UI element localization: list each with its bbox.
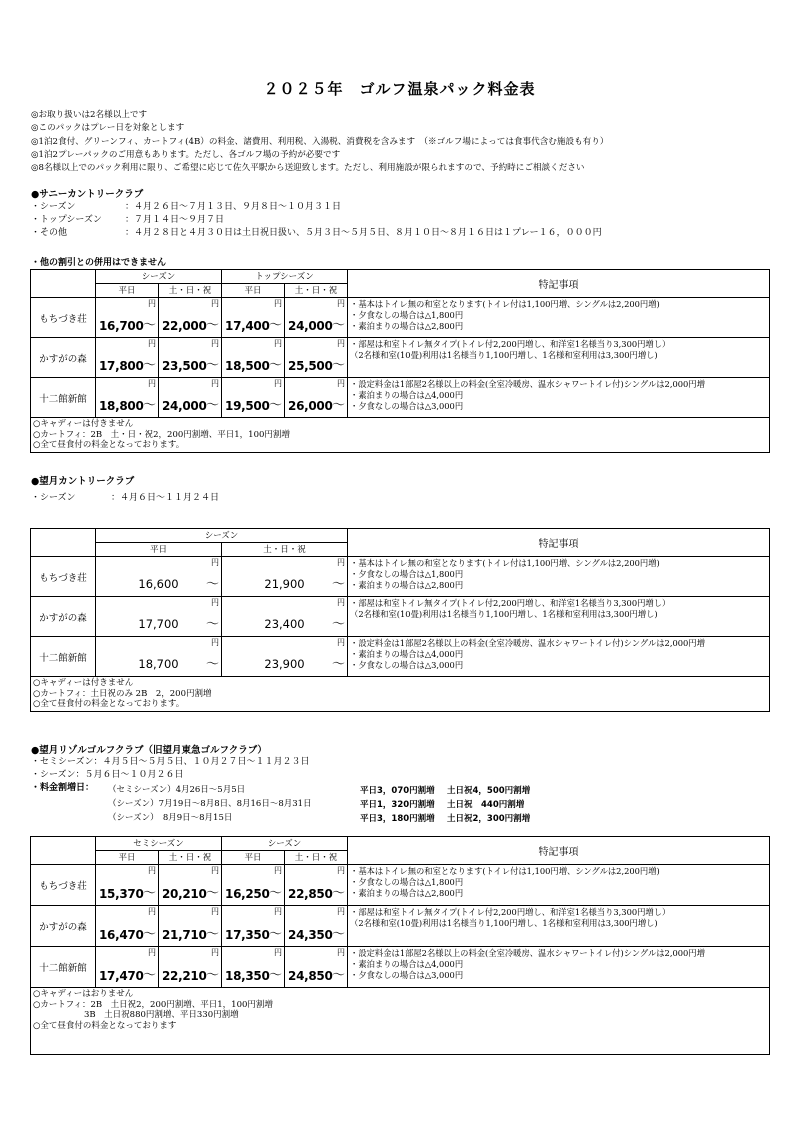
table-row (31, 338, 770, 378)
table-footer-row (31, 418, 770, 453)
price-cell: 円 17,470 ～ (96, 947, 159, 988)
price-cell: 円 15,370 ～ (96, 865, 159, 906)
col-header: 平日 (222, 284, 285, 298)
remarks-cell: ・設定料金は1部屋2名様以上の料金(全室冷暖房、温水シャワートイレ付)シングルは2,000円増 ・素泊まりの場合は△4,000円 ・夕食なしの場合は△3,000円 (348, 947, 770, 988)
sunny-cc-heading: ●サニーカントリークラブ (31, 189, 144, 200)
price-cell: 円 16,470 ～ (96, 906, 159, 947)
price-cell: 円 16,700 ～ (96, 298, 159, 338)
price-cell: 円 17,800 ～ (96, 338, 159, 378)
price-cell: 円 22,210 ～ (159, 947, 222, 988)
hotel-name: かすがの森 (31, 906, 96, 947)
price-cell: 円 24,000 ～ (285, 298, 348, 338)
info-value: ：４月２６日～７月１３日、９月８日～１０月３１日 (125, 202, 342, 212)
info-line: ・シーズン：５月６日～１０月２６日 (31, 770, 184, 780)
remarks-header: 特記事項 (348, 837, 770, 865)
mochizuki-cc-heading: ●望月カントリークラブ (31, 476, 135, 487)
resol-gc-info (31, 756, 310, 782)
price-cell: 円 21,710 ～ (159, 906, 222, 947)
hotel-name: かすがの森 (31, 597, 96, 637)
col-header: 土・日・祝 (285, 284, 348, 298)
info-label: ・シーズン (31, 202, 76, 212)
note-line: ◎このパックはプレー日を対象とします (31, 123, 185, 134)
price-cell: 円 18,800 ～ (96, 378, 159, 418)
remarks-cell: ・部屋は和室トイレ無タイプ(トイレ付2,200円増し、和洋室1名様当り3,300円増し） （2名様和室(10畳)利用は1名様当り1,100円増し、1名様和室利用は3,300円増し) (348, 906, 770, 947)
hotel-name: かすがの森 (31, 338, 96, 378)
corner-cell (31, 270, 96, 298)
price-cell: 円 17,400 ～ (222, 298, 285, 338)
resol-gc-heading: ●望月リゾルゴルフクラブ（旧望月東急ゴルフクラブ） (31, 745, 267, 756)
combo-discount-note: ・他の割引との併用はできません (31, 258, 167, 268)
col-header: 平日 (96, 284, 159, 298)
group-header: トップシーズン (222, 270, 348, 284)
info-value: ：７月１４日～９月７日 (125, 215, 225, 225)
price-cell: 円 19,500 ～ (222, 378, 285, 418)
col-header: 平日 (96, 851, 159, 865)
table-footnotes: ○キャディーは付きません ○カートフィ：2B 土・日・祝2，200円割増、平日1，100円割増 ○全て昼食付の料金となっております。 (31, 418, 770, 453)
price-cell: 円 17,700 ～ (96, 597, 222, 637)
table-footnotes: ○キャディーは付きません ○カートフィ：土日祝のみ 2B 2，200円割増 ○全て昼食付の料金となっております。 (31, 677, 770, 712)
general-notes (31, 109, 608, 175)
price-cell: 円 24,850 ～ (285, 947, 348, 988)
price-cell: 円 23,500 ～ (159, 338, 222, 378)
col-header: 平日 (96, 543, 222, 557)
info-label: ・トップシーズン (31, 215, 102, 225)
note-line: ◎8名様以上でのパック利用に限り、ご希望に応じて佐久平駅から送迎致します。ただし、利用施設が限られますので、予約時にご相談ください (31, 163, 585, 174)
price-cell: 円 18,700 ～ (96, 637, 222, 677)
price-cell: 円 20,210 ～ (159, 865, 222, 906)
surcharge-weekend: 土日祝4，500円割増 土日祝 440円割増 土日祝2，300円割増 (447, 786, 531, 824)
sunny-price-table (30, 269, 770, 453)
table-row (31, 865, 770, 906)
col-header: 土・日・祝 (159, 284, 222, 298)
surcharge-period: （シーズン） 8月9日～8月15日 (108, 813, 233, 823)
price-cell: 円 26,000 ～ (285, 378, 348, 418)
price-cell: 円 18,500 ～ (222, 338, 285, 378)
info-value: ：４月２８日と４月３０日は土日祝日扱い、５月３日～５月５日、８月１０日～８月１６日は１プレー１６，０００円 (125, 228, 602, 238)
table-footer-row (31, 988, 770, 1055)
info-value: ：４月６日～１１月２４日 (111, 493, 220, 503)
note-line: ◎お取り扱いは2名様以上です (31, 110, 148, 120)
surcharge-label: ・料金割増日： (31, 783, 95, 793)
price-cell: 円 23,900 ～ (222, 637, 348, 677)
price-cell: 円 18,350 ～ (222, 947, 285, 988)
hotel-name: 十二館新館 (31, 637, 96, 677)
resol-price-table (30, 836, 770, 1055)
remarks-header: 特記事項 (348, 270, 770, 298)
hotel-name: もちづき荘 (31, 557, 96, 597)
mochizuki-cc-info (31, 492, 219, 505)
price-cell: 円 21,900 ～ (222, 557, 348, 597)
col-header: 平日 (222, 851, 285, 865)
table-row (31, 947, 770, 988)
corner-cell (31, 529, 96, 557)
page-title: ２０２５年 ゴルフ温泉パック料金表 (263, 80, 536, 98)
info-label: ・シーズン (31, 493, 76, 503)
group-header: シーズン (222, 837, 348, 851)
price-cell: 円 16,600 ～ (96, 557, 222, 597)
note-line: ◎1泊2食付、グリーンフィ、カートフィ(4B）の料金、諸費用、利用税、入湯税、消費税を含みます （※ゴルフ場によっては食事代含む施設も有り） (31, 136, 609, 147)
table-row (31, 637, 770, 677)
mochizuki-price-table (30, 528, 770, 712)
remarks-cell: ・設定料金は1部屋2名様以上の料金(全室冷暖房、温水シャワートイレ付)シングルは2,000円増 ・素泊まりの場合は△4,000円 ・夕食なしの場合は△3,000円 (348, 637, 770, 677)
surcharge-period: （シーズン）7月19日～8月8日、8月16日～8月31日 (108, 799, 312, 809)
remarks-cell: ・基本はトイレ無の和室となります(トイレ付は1,100円増、シングルは2,200円増) ・夕食なしの場合は△1,800円 ・素泊まりの場合は△2,800円 (348, 865, 770, 906)
group-header: シーズン (96, 529, 348, 543)
price-cell: 円 23,400 ～ (222, 597, 348, 637)
hotel-name: 十二館新館 (31, 378, 96, 418)
note-line: ◎1泊2プレーパックのご用意もあります。ただし、各ゴルフ場の予約が必要です (31, 149, 341, 160)
table-footer-row (31, 677, 770, 712)
hotel-name: 十二館新館 (31, 947, 96, 988)
price-cell: 円 17,350 ～ (222, 906, 285, 947)
group-header: セミシーズン (96, 837, 222, 851)
remarks-cell: ・部屋は和室トイレ無タイプ(トイレ付2,200円増し、和洋室1名様当り3,300円増し） （2名様和室(10畳)利用は1名様当り1,100円増し、1名様和室利用は3,300円増し) (348, 338, 770, 378)
surcharge-weekday: 平日3，070円割増 平日1，320円割増 平日3，180円割増 (360, 786, 435, 824)
remarks-cell: ・部屋は和室トイレ無タイプ(トイレ付2,200円増し、和洋室1名様当り3,300円増し） （2名様和室(10畳)利用は1名様当り1,100円増し、1名様和室利用は3,300円増し) (348, 597, 770, 637)
info-line: ・セミシーズン：４月５日～５月５日、１０月２７日～１１月２３日 (31, 757, 310, 767)
remarks-cell: ・設定料金は1部屋2名様以上の料金(全室冷暖房、温水シャワートイレ付)シングルは2,000円増 ・素泊まりの場合は△4,000円 ・夕食なしの場合は△3,000円 (348, 378, 770, 418)
price-cell: 円 16,250 ～ (222, 865, 285, 906)
surcharge-period: （セミシーズン）4月26日～5月5日 (108, 785, 246, 795)
remarks-cell: ・基本はトイレ無の和室となります(トイレ付は1,100円増、シングルは2,200円増) ・夕食なしの場合は△1,800円 ・素泊まりの場合は△2,800円 (348, 557, 770, 597)
price-cell: 円 24,000 ～ (159, 378, 222, 418)
table-row (31, 906, 770, 947)
col-header: 土・日・祝 (159, 851, 222, 865)
price-cell: 円 25,500 ～ (285, 338, 348, 378)
price-cell: 円 22,000 ～ (159, 298, 222, 338)
table-row (31, 378, 770, 418)
remarks-header: 特記事項 (348, 529, 770, 557)
col-header: 土・日・祝 (222, 543, 348, 557)
remarks-cell: ・基本はトイレ無の和室となります(トイレ付は1,100円増、シングルは2,200円増) ・夕食なしの場合は△1,800円 ・素泊まりの場合は△2,800円 (348, 298, 770, 338)
hotel-name: もちづき荘 (31, 865, 96, 906)
group-header: シーズン (96, 270, 222, 284)
sunny-cc-info (31, 201, 602, 240)
price-cell: 円 24,350 ～ (285, 906, 348, 947)
table-footnotes: ○キャディーはおりません ○カートフィ：2B 土日祝2，200円割増、平日1，100円割増 3B 土日祝880円割増、平日330円割増 ○全て昼食付の料金となっております (31, 988, 770, 1055)
info-label: ・その他 (31, 228, 68, 238)
price-cell: 円 22,850 ～ (285, 865, 348, 906)
table-row (31, 298, 770, 338)
corner-cell (31, 837, 96, 865)
table-row (31, 597, 770, 637)
hotel-name: もちづき荘 (31, 298, 96, 338)
table-row (31, 557, 770, 597)
surcharge-periods (108, 783, 312, 825)
col-header: 土・日・祝 (285, 851, 348, 865)
